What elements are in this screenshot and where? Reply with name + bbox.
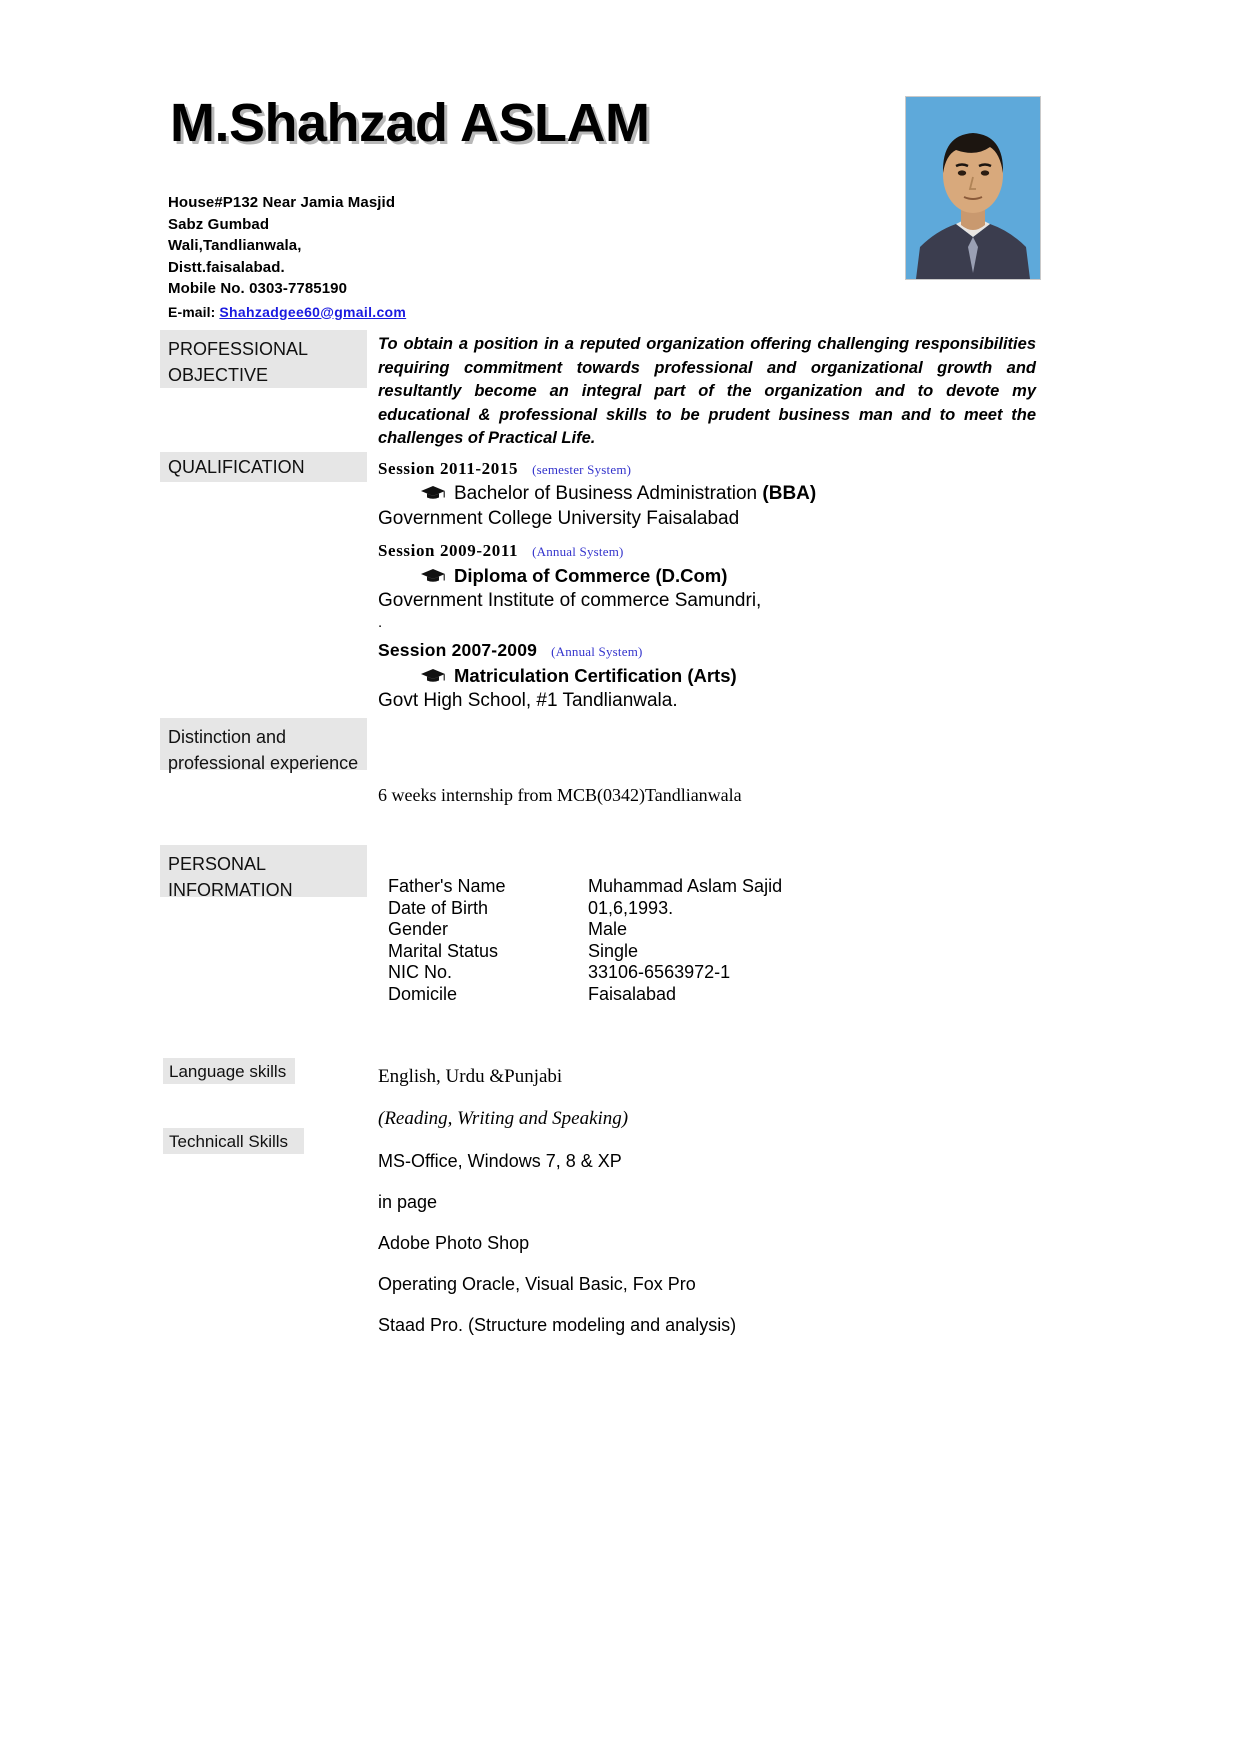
contact-email-row: [168, 302, 406, 324]
table-row: [388, 919, 782, 941]
table-row: [388, 898, 782, 920]
session-label: Session 2009-2011: [378, 541, 519, 560]
degree-name: Matriculation Certification (Arts): [454, 665, 737, 686]
info-key: Gender: [388, 919, 449, 939]
graduation-cap-icon: [420, 485, 446, 501]
qualification-entry: [378, 541, 1018, 633]
objective-label-line1: PROFESSIONAL: [168, 339, 309, 359]
technical-skill-item: Operating Oracle, Visual Basic, Fox Pro: [378, 1274, 696, 1294]
contact-block: [168, 192, 406, 323]
technical-skill-item: MS-Office, Windows 7, 8 & XP: [378, 1151, 622, 1171]
section-label-distinction: [160, 718, 367, 773]
info-value: Male: [588, 919, 628, 939]
table-row: [388, 984, 782, 1006]
session-label: Session 2011-2015: [378, 459, 519, 478]
technical-skill-item: in page: [378, 1192, 438, 1212]
info-value: Faisalabad: [588, 983, 677, 1004]
email-link[interactable]: Shahzadgee60@gmail.com: [219, 303, 407, 320]
objective-text: To obtain a position in a reputed organization offering challenging responsibilities requiring commitment towards professional and organizational growth and resultantly become an integral part of the organization and to devote my educational & professional skills to be prudent business man and to meet the challenges of Practical Life.: [378, 335, 1036, 447]
session-heading: [378, 541, 1018, 561]
institute-name: Govt High School, #1 Tandlianwala.: [378, 690, 678, 711]
session-system-note: (Annual System): [551, 644, 643, 659]
section-label-qualification: [160, 452, 367, 482]
language-list: English, Urdu &Punjabi: [378, 1066, 563, 1087]
degree-abbr: (BBA): [762, 483, 817, 504]
distinction-label-line2: professional experience: [168, 753, 359, 773]
qualification-entry: [378, 640, 1018, 713]
info-value: 01,6,1993.: [588, 897, 674, 918]
graduation-cap-icon: [420, 568, 446, 584]
portrait-photo-icon: [906, 97, 1040, 279]
institute-extra: .: [378, 614, 383, 631]
language-skills-label: Language skills: [169, 1062, 287, 1081]
section-label-personal: [160, 845, 367, 900]
section-label-objective: [160, 330, 367, 388]
personal-label-line1: PERSONAL: [168, 854, 267, 874]
section-label-technical-skills: [163, 1128, 304, 1154]
table-row: [388, 941, 782, 963]
qualification-label: QUALIFICATION: [168, 457, 305, 477]
avatar: [905, 96, 1041, 280]
qualification-entry: [378, 459, 1018, 531]
distinction-label-line1: Distinction and: [168, 727, 287, 747]
table-row: [388, 962, 782, 984]
contact-phone: Mobile No. 0303-7785190: [168, 280, 348, 297]
institute-name: Government College University Faisalabad: [378, 508, 740, 529]
technical-skills-label: Technicall Skills: [169, 1132, 289, 1151]
language-modes: (Reading, Writing and Speaking): [378, 1108, 629, 1129]
objective-label-line2: OBJECTIVE: [168, 365, 269, 385]
page-title: M.Shahzad ASLAM: [170, 93, 650, 153]
info-key: NIC No.: [388, 962, 453, 982]
contact-line: House#P132 Near Jamia Masjid: [168, 194, 396, 211]
info-key: Marital Status: [388, 940, 499, 961]
session-system-note: (semester System): [532, 462, 632, 477]
info-key: Domicile: [388, 983, 458, 1004]
info-value: Single: [588, 940, 639, 961]
technical-skill-item: Adobe Photo Shop: [378, 1233, 530, 1253]
section-label-language-skills: [163, 1058, 295, 1084]
info-key: Date of Birth: [388, 897, 489, 918]
contact-line: Sabz Gumbad: [168, 215, 270, 233]
session-heading: [378, 459, 1018, 479]
technical-skill-item: Staad Pro. (Structure modeling and analysis): [378, 1315, 737, 1335]
contact-line: Wali,Tandlianwala,: [168, 237, 302, 254]
info-key: Father's Name: [388, 876, 506, 896]
session-system-note: (Annual System): [532, 544, 624, 559]
session-label: Session 2007-2009: [378, 640, 538, 660]
personal-label-line2: INFORMATION: [168, 880, 293, 900]
degree-name: Diploma of Commerce (D.Com): [454, 565, 728, 586]
degree-line: [378, 664, 1018, 688]
email-label: E-mail:: [168, 303, 216, 320]
degree-name: Bachelor of Business Administration: [454, 483, 763, 504]
personal-info-table: [388, 876, 782, 1005]
session-heading: [378, 640, 1018, 661]
internship-text: 6 weeks internship from MCB(0342)Tandlianwala: [378, 785, 742, 805]
graduation-cap-icon: [420, 668, 446, 684]
table-row: [388, 876, 782, 898]
contact-line: Distt.faisalabad.: [168, 258, 285, 276]
info-value: 33106-6563972-1: [588, 962, 731, 982]
degree-line: [378, 482, 1018, 506]
info-value: Muhammad Aslam Sajid: [588, 876, 783, 896]
institute-name: Government Institute of commerce Samundri,: [378, 590, 762, 611]
degree-line: [378, 564, 1018, 588]
